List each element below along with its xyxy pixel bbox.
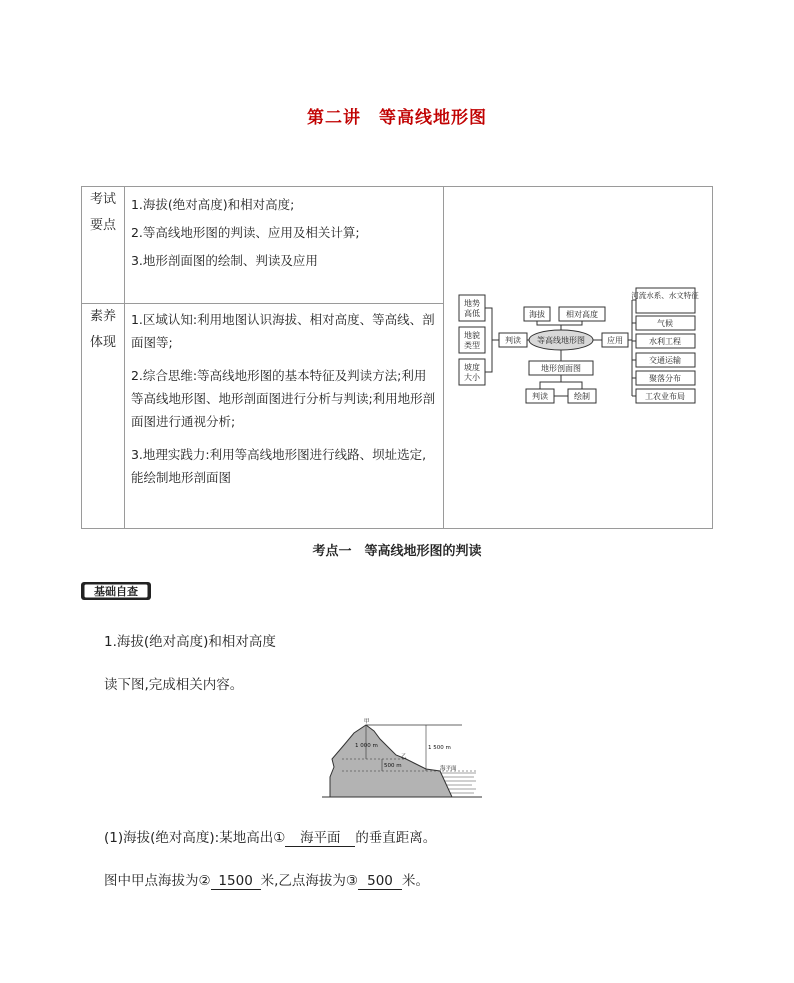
exam-points-content (124, 187, 443, 304)
literacy-item: 1.区域认知:利用地图认识海拔、相对高度、等高线、剖面图等; (130, 312, 435, 350)
answer-blank-3: 500 (358, 873, 402, 890)
question-1 (104, 826, 436, 847)
mindmap-top-text: 海拔 (529, 310, 545, 319)
instruction-text: 读下图,完成相关内容。 (104, 677, 244, 693)
page-title: 第二讲 等高线地形图 (307, 108, 487, 128)
label-text: 考试 (89, 192, 116, 207)
altitude-figure (322, 715, 482, 801)
label-sea-level: 海平面 (440, 766, 457, 772)
label-1000m: 1 000 m (355, 743, 378, 749)
basic-check-badge (80, 581, 152, 601)
mindmap-top-text: 相对高度 (566, 310, 598, 319)
literacy-item: 3.地理实践力:利用等高线地形图进行线路、坝址选定,能绘制地形剖面图 (130, 447, 427, 485)
mindmap-right-text: 河流水系、水文特征 (631, 291, 699, 300)
mindmap-cell (444, 187, 713, 529)
label-text: 体现 (89, 335, 116, 350)
literacy-content (124, 304, 443, 529)
mindmap-right-text: 水利工程 (649, 337, 681, 346)
label-literacy (82, 304, 125, 529)
mindmap-right-text: 交通运输 (649, 356, 681, 365)
answer-blank-2: 1500 (211, 873, 261, 890)
label-text: 素养 (89, 309, 116, 324)
q1-suffix: 的垂直距离。 (355, 830, 437, 846)
label-jia: 甲 (364, 719, 370, 725)
exam-point-item: 3.地形剖面图的绘制、判读及应用 (130, 253, 318, 268)
label-500m: 500 m (384, 763, 402, 769)
mindmap-section-draw-text: 绘制 (574, 392, 590, 401)
label-yi: 乙 (401, 754, 407, 760)
exam-point-item: 1.海拔(绝对高度)和相对高度; (130, 197, 295, 212)
question-2 (104, 869, 429, 890)
mindmap-left-text: 地貌类型 (464, 331, 480, 350)
mindmap-right-text: 聚落分布 (649, 374, 681, 383)
mindmap-diagram (444, 187, 712, 525)
q2-mid: 米,乙点海拔为③ (260, 873, 359, 889)
badge-text: 基础自查 (94, 585, 138, 598)
label-1500m: 1 500 m (428, 745, 451, 751)
mindmap-right-text: 气候 (657, 319, 673, 328)
overview-table (81, 186, 713, 529)
mindmap-right-text: 工农业布局 (645, 392, 685, 401)
mindmap-section-read-text: 判读 (532, 392, 548, 401)
q1-prefix: (1)海拔(绝对高度):某地高出① (104, 830, 286, 846)
section-heading: 考点一 等高线地形图的判读 (312, 544, 482, 559)
mindmap-left-text: 坡度大小 (464, 363, 480, 382)
mindmap-judge-text: 判读 (505, 336, 521, 345)
exam-point-item: 2.等高线地形图的判读、应用及相关计算; (130, 225, 360, 240)
mindmap-center-text: 等高线地形图 (537, 336, 585, 345)
subsection-title: 1.海拔(绝对高度)和相对高度 (104, 634, 276, 650)
answer-blank-1: 海平面 (285, 826, 355, 847)
q2-suffix: 米。 (402, 873, 430, 889)
mindmap-section-text: 地形剖面图 (541, 364, 581, 373)
mindmap-apply-text: 应用 (607, 336, 623, 345)
label-exam-points (82, 187, 125, 304)
literacy-item: 2.综合思维:等高线地形图的基本特征及判读方法;利用等高线地形图、地形剖面图进行分析与判读;利用地形剖面图进行通视分析; (130, 368, 436, 429)
q2-prefix: 图中甲点海拔为② (104, 873, 211, 889)
label-text: 要点 (89, 218, 116, 233)
mindmap-left-text: 地势高低 (464, 299, 480, 318)
